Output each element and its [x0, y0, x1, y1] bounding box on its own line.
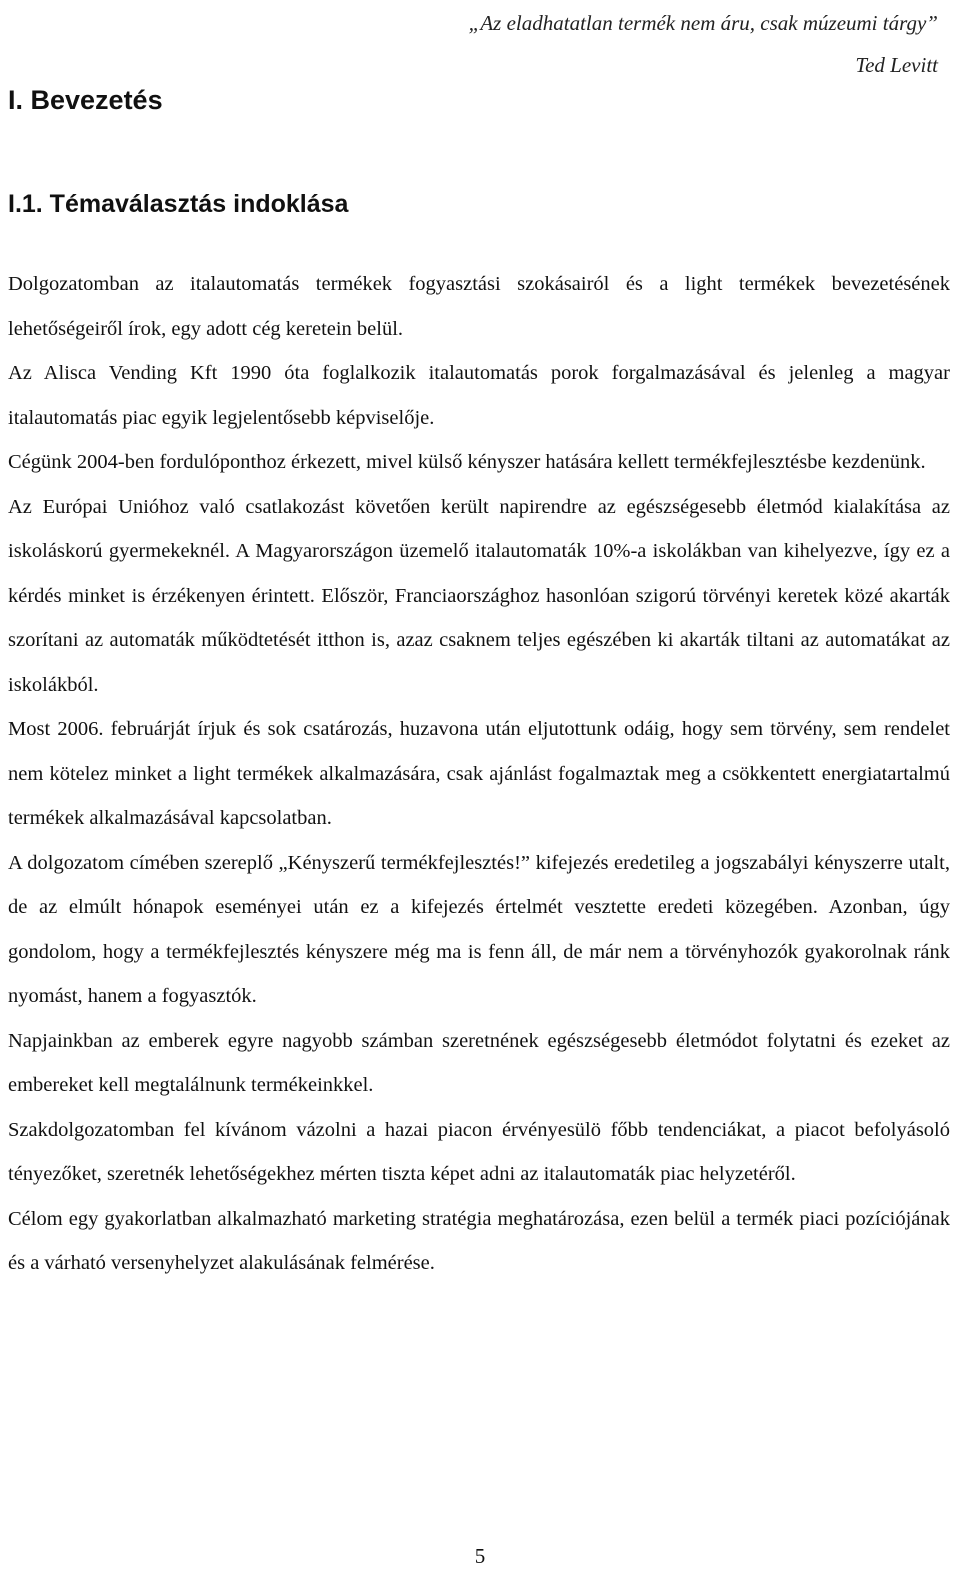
chapter-heading: I. Bevezetés — [8, 85, 163, 115]
paragraph: Szakdolgozatomban fel kívánom vázolni a hazai piacon érvényesülö főbb tendenciákat, a piacot befolyásoló tényezőket, szeretnék lehetőségekhez mérten tiszta képet adni az italautomaták piac helyzetéről. — [8, 1118, 950, 1185]
paragraph: Napjainkban az emberek egyre nagyobb számban szeretnének egészségesebb életmódot folytatni és ezeket az embereket kell megtalálnunk termékeinkkel. — [8, 1029, 950, 1096]
paragraph: Most 2006. februárját írjuk és sok csatározás, huzavona után eljutottunk odáig, hogy sem törvény, sem rendelet nem kötelez minket a light termékek alkalmazására, csak ajánlást fogalmaztak meg a csökkentett energiatartalmú termékek alkalmazásával kapcsolatban. — [8, 718, 950, 829]
epigraph-quote: „Az eladhatatlan termék nem áru, csak múzeumi tárgy” — [468, 11, 938, 35]
body-text — [8, 262, 950, 1286]
page-number: 5 — [474, 1544, 486, 1568]
epigraph-author: Ted Levitt — [855, 53, 938, 77]
paragraph: Célom egy gyakorlatban alkalmazható marketing stratégia meghatározása, ezen belül a termék piaci pozíciójának és a várható versenyhelyzet alakulásának felmérése. — [8, 1207, 950, 1274]
paragraph: Dolgozatomban az italautomatás termékek fogyasztási szokásairól és a light termékek bevezetésének lehetőségeiről írok, egy adott cég keretein belül. — [8, 273, 950, 340]
paragraph: Az Alisca Vending Kft 1990 óta foglalkozik italautomatás porok forgalmazásával és jelenleg a magyar italautomatás piac egyik legjelentősebb képviselője. — [8, 362, 950, 429]
paragraph: A dolgozatom címében szereplő „Kényszerű termékfejlesztés!” kifejezés eredetileg a jogszabályi kényszerre utalt, de az elmúlt hónapok eseményei után ez a kifejezés értelmét vesztette eredeti közegében. Azonban, úgy gondolom, hogy a termékfejlesztés kényszere még ma is fenn áll, de már nem a törvényhozók gyakorolnak ránk nyomást, hanem a fogyasztók. — [8, 851, 950, 1007]
section-heading: I.1. Témaválasztás indoklása — [8, 190, 349, 218]
paragraph: Cégünk 2004-ben fordulóponthoz érkezett, mivel külső kényszer hatására kellett termékfejlesztésbe kezdenünk. — [8, 451, 926, 473]
paragraph: Az Európai Unióhoz való csatlakozást követően került napirendre az egészségesebb életmód kialakítása az iskoláskorú gyermekeknél. A Magyarországon üzemelő italautomaták 10%-a iskolákban van kihelyezve, így ez a kérdés minket is érzékenyen érintett. Először, Franciaországhoz hasonlóan szigorú törvényi keretek közé akarták szorítani az automaták működtetését itthon is, azaz csaknem teljes egészében ki akarták tiltani az automatákat az iskolákból. — [8, 495, 950, 696]
epigraph — [469, 2, 938, 86]
